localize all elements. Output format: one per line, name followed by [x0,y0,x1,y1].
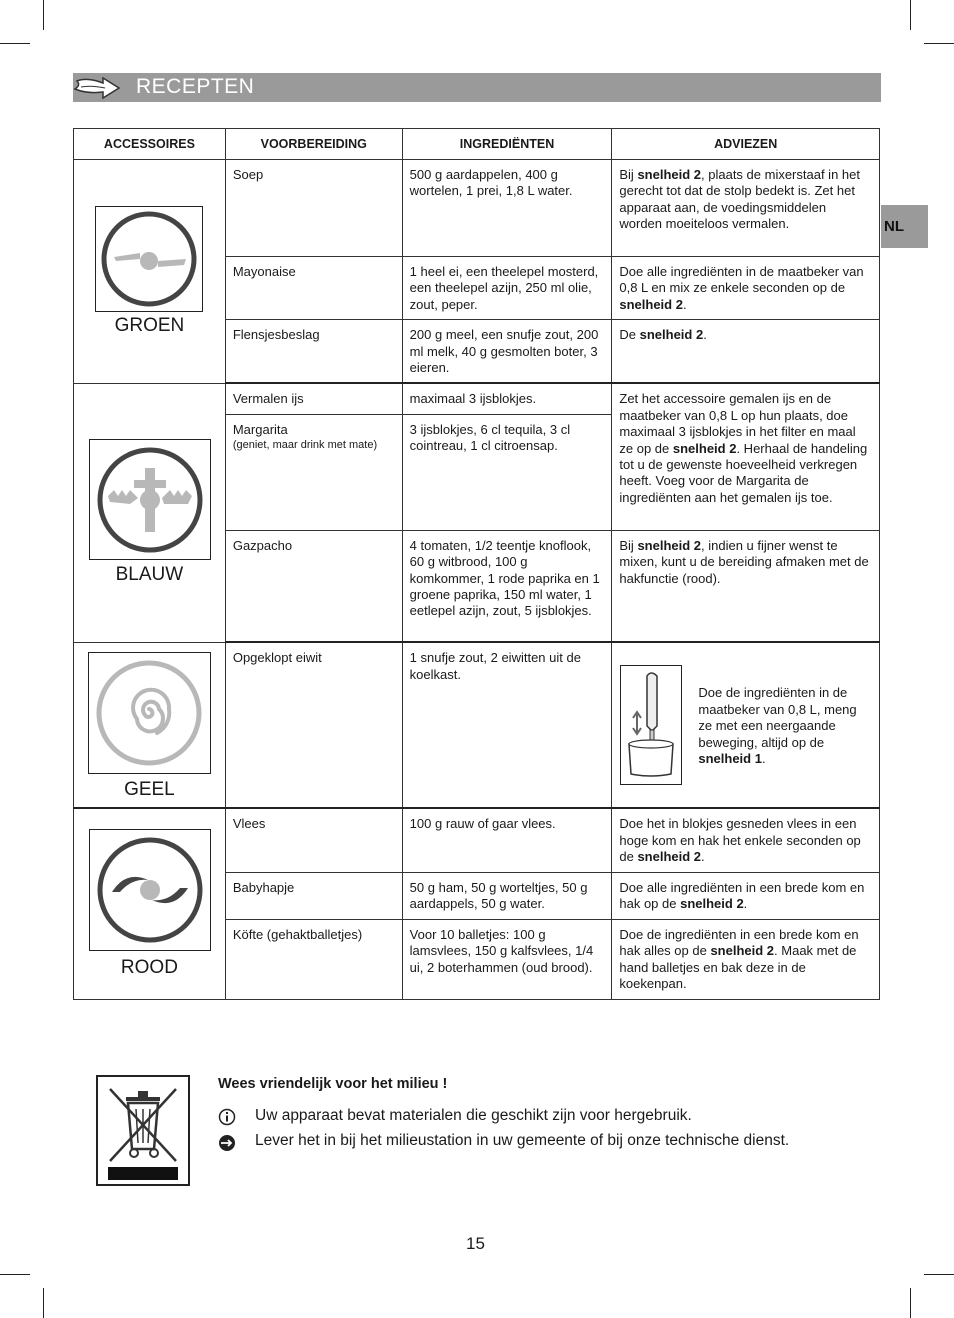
info-icon [218,1108,236,1126]
accessory-label-blauw: BLAUW [115,563,184,585]
accessory-cell-groen [74,160,226,384]
advice-speed: snelheid 2 [619,296,683,312]
recycle-symbol-box [96,1075,190,1186]
crop-mark [0,1274,30,1275]
footer-title: Wees vriendelijk voor het milieu ! [218,1076,448,1092]
advice-text: . [743,896,748,912]
advice-speed: snelheid 2 [639,327,704,343]
prep-title: Margarita [232,421,288,437]
advice-speed: snelheid 2 [710,943,775,959]
advice-text: . [701,849,705,865]
prep-cell: Flensjesbeslag [225,320,402,384]
ingredients-cell: Voor 10 balletjes: 100 g lamsvlees, 150 g kalfsvlees, 1/4 ui, 2 boterhammen (oud brood). [402,920,612,1000]
advice-cell [612,257,880,320]
section-title: RECEPTEN [136,75,255,98]
advice-speed: snelheid 2 [680,896,744,912]
footer-text: Lever het in bij het milieustation in uw gemeente of bij onze technische dienst. [255,1132,790,1149]
advice-speed: snelheid 2 [637,849,702,865]
recycle-bin-icon [98,1077,188,1184]
ingredients-cell: 3 ijsblokjes, 6 cl tequila, 3 cl cointreau, 1 cl citroensap. [402,414,612,530]
arrow-right-circle-icon [218,1134,236,1152]
ingredients-cell: 50 g ham, 50 g worteltjes, 50 g aardappels, 50 g water. [402,872,612,919]
advice-text: , plaats de mixerstaaf in het gerecht tot dat de stolp bedekt is. Zet het apparaat aan, de voedingsmiddelen worden moeiteloos vermalen. [619,167,860,232]
advice-text: Doe de ingrediënten in de maatbeker van 0,8 L, meng ze met een neergaande beweging, altijd op de [698,685,857,750]
ingredients-cell: 100 g rauw of gaar vlees. [402,808,612,872]
accessory-label-geel: GEEL [124,778,175,800]
advice-text: Doe alle ingrediënten in een brede kom en hak op de [619,879,865,912]
prep-cell: Soep [225,160,402,257]
advice-text: . [682,296,687,312]
advice-cell [612,872,880,919]
advice-text: Bij [619,167,638,182]
advice-text: . [761,750,766,766]
prep-cell: Mayonaise [225,257,402,320]
advice-cell [612,530,880,642]
accessory-image-box [95,206,203,312]
advice-text-block [698,685,870,767]
accessory-image-box [89,439,211,560]
advice-text: Doe alle ingrediënten in de maatbeker van 0,8 L en mix ze enkele seconden op de [619,264,864,296]
prep-cell: Gazpacho [225,530,402,642]
advice-text: , indien u fijner wenst te mixen, kunt u de bereiding afmaken met de hakfunctie (rood). [619,537,869,586]
table-row [74,160,880,257]
recipes-table [73,128,880,1000]
crop-mark [910,1288,911,1318]
header-accessoires: ACCESSOIRES [74,129,226,160]
crop-mark [0,43,30,44]
crop-mark [43,0,44,30]
ingredients-cell: 4 tomaten, 1/2 teentje knoflook, 60 g witbrood, 100 g komkommer, 1 rode paprika en 1 groene paprika, 150 ml water, 1 eetlepel azijn, zout, 5 ijsblokjes. [402,530,612,642]
blender-in-bowl-icon [621,666,681,784]
header-adviezen: ADVIEZEN [612,129,880,160]
advice-cell [612,383,880,530]
advice-text: Doe de ingrediënten in een brede kom en hak alles op de [619,927,859,959]
prep-cell: Vermalen ijs [225,383,402,414]
advice-cell [612,320,880,384]
green-disc-icon [96,207,202,311]
footer-text: Uw apparaat bevat materialen die geschikt zijn voor hergebruik. [255,1107,692,1124]
blender-image-box [620,665,682,785]
crop-mark [924,1274,954,1275]
prep-cell: Babyhapje [225,872,402,919]
prep-cell: Opgeklopt eiwit [225,642,402,808]
prep-note: (geniet, maar drink met mate) [232,439,378,452]
advice-speed: snelheid 2 [637,537,702,553]
red-chopper-icon [90,830,210,950]
advice-text: . Maak met de hand balletjes en bak deze in de koekenpan. [619,943,857,992]
header-voorbereiding: VOORBEREIDING [225,129,402,160]
advice-text: Zet het accessoire gemalen ijs en de maatbeker van 0,8 L op hun plaats, doe maximaal 3 ijsblokjes in het filter en maal ze op de [619,391,856,456]
table-row [74,642,880,808]
advice-text: . Herhaal de handeling tot u de gewenste hoeveelheid verkregen heeft. Voeg voor de Margarita de ingrediënten aan het gemalen ijs toe. [619,440,868,505]
advice-speed: snelheid 2 [637,167,702,182]
section-banner [73,73,881,102]
crop-mark [43,1288,44,1318]
accessory-cell-rood [74,808,226,1000]
advice-cell [612,160,880,257]
accessory-cell-geel [74,642,226,808]
advice-text: . [703,327,707,343]
blue-ice-crusher-icon [90,440,210,559]
prep-cell [225,414,402,530]
accessory-label-rood: ROOD [120,957,178,979]
accessory-cell-blauw [74,383,226,642]
crop-mark [910,0,911,30]
ingredients-cell: 500 g aardappelen, 400 g wortelen, 1 prei, 1,8 L water. [402,160,612,257]
table-row [74,383,880,414]
advice-text: De [619,327,640,343]
table-row [74,808,880,872]
page-number: 15 [466,1234,485,1253]
ingredients-cell: maximaal 3 ijsblokjes. [402,383,612,414]
accessory-image-box [88,652,211,774]
ingredients-cell: 1 snufje zout, 2 eiwitten uit de koelkast. [402,642,612,808]
arrow-icon [73,73,129,102]
prep-cell: Köfte (gehaktballetjes) [225,920,402,1000]
advice-speed: snelheid 1 [698,750,762,766]
ingredients-cell: 200 g meel, een snufje zout, 200 ml melk, 40 g gesmolten boter, 3 eieren. [402,320,612,384]
advice-cell [612,808,880,872]
table-header-row [74,129,880,160]
accessory-image-box [89,829,211,951]
advice-speed: snelheid 2 [672,440,737,456]
header-ingredienten: INGREDIËNTEN [402,129,612,160]
language-tab: NL [881,205,928,248]
yellow-whisk-icon [89,653,210,773]
advice-cell [612,642,880,808]
crop-mark [924,43,954,44]
ingredients-cell: 1 heel ei, een theelepel mosterd, een theelepel azijn, 250 ml olie, zout, peper. [402,257,612,320]
accessory-label-groen: GROEN [114,315,185,336]
advice-cell [612,920,880,1000]
prep-cell: Vlees [225,808,402,872]
advice-text: Doe het in blokjes gesneden vlees in een hoge kom en hak het enkele seconden op de [619,816,861,865]
advice-text: Bij [619,537,638,553]
